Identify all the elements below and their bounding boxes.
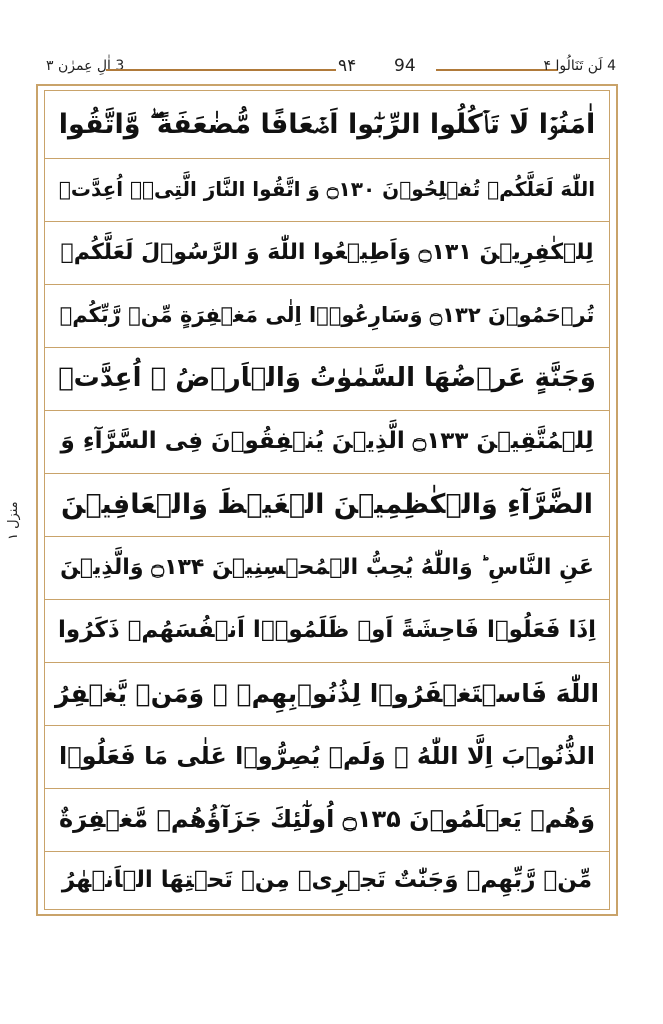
verse-line-5: وَجَنَّةٍ عَرۡضُهَا السَّمٰوٰتُ وَالۡاَرۡضُ ۙ اُعِدَّتۡ [58, 363, 596, 393]
verse-line-8: عَنِ النَّاسِ ؕ وَاللّٰهُ يُحِبُّ الۡمُحۡسِنِيۡنَ ۝۱۳۴ وَالَّذِيۡنَ [60, 554, 594, 580]
verse-line-6: لِلۡمُتَّقِيۡنَ ۝۱۳۳ الَّذِيۡنَ يُنۡفِقُوۡنَ فِى السَّرَّآءِ وَ [60, 428, 594, 454]
verse-line-7: الضَّرَّآءِ وَالۡكٰظِمِيۡنَ الۡغَيۡظَ وَالۡعَافِيۡنَ [61, 488, 593, 520]
verse-line-3: لِلۡكٰفِرِيۡنَ ۝۱۳۱ وَاَطِيۡعُوا اللّٰهَ وَ الرَّسُوۡلَ لَعَلَّكُمۡ [60, 239, 594, 265]
verse-line-13: مِّنۡ رَّبِّهِمۡ وَجَنّٰتٌ تَجۡرِىۡ مِنۡ تَحۡتِهَا الۡاَنۡهٰرُ [61, 867, 593, 893]
page-header [44, 56, 618, 82]
juz-name: 4 لَن تَنَالُوا ۴ [543, 58, 616, 74]
verse-line-10: اللّٰهَ فَاسۡتَغۡفَرُوۡا لِذُنُوۡبِهِمۡ ۖ وَمَنۡ يَّغۡفِرُ [54, 678, 600, 708]
verse-line-11: الذُّنُوۡبَ اِلَّا اللّٰهُ ۖ وَلَمۡ يُصِرُّوۡا عَلٰى مَا فَعَلُوۡا [59, 742, 595, 770]
verse-line-2: اللّٰهَ لَعَلَّكُمۡ تُفۡلِحُوۡنَ ۝۱۳۰ وَ اتَّقُوا النَّارَ الَّتِىۡۤ اُعِدَّتۡ [58, 177, 596, 201]
verse-line-9: اِذَا فَعَلُوۡا فَاحِشَةً اَوۡ ظَلَمُوۡۤا اَنۡفُسَهُمۡ ذَكَرُوا [57, 617, 597, 643]
verse-line-1: اٰمَنُوۡا لَا تَاۡكُلُوا الرِّبٰٓوا اَضۡعَافًا مُّضٰعَفَةً ۖ وَّاتَّقُوا [58, 109, 596, 140]
verse-line-4: تُرۡحَمُوۡنَ ۝۱۳۲ وَسَارِعُوۡۤا اِلٰى مَغۡفِرَةٍ مِّنۡ رَّبِّكُمۡ [59, 303, 595, 327]
manzil-marker: منزل ۱ [6, 501, 21, 540]
verse-line-12: وَهُمۡ يَعۡلَمُوۡنَ ۝۱۳۵ اُولٰٓئِكَ جَزَآؤُهُمۡ مَّغۡفِرَةٌ [58, 805, 596, 833]
page-number: 94 [394, 56, 416, 76]
header-divider-right [436, 69, 558, 71]
page-number-urdu: ۹۴ [338, 56, 357, 76]
header-divider-left [106, 69, 336, 71]
surah-name: 3 اٰلِ عِمرٰن ۳ [46, 58, 125, 74]
